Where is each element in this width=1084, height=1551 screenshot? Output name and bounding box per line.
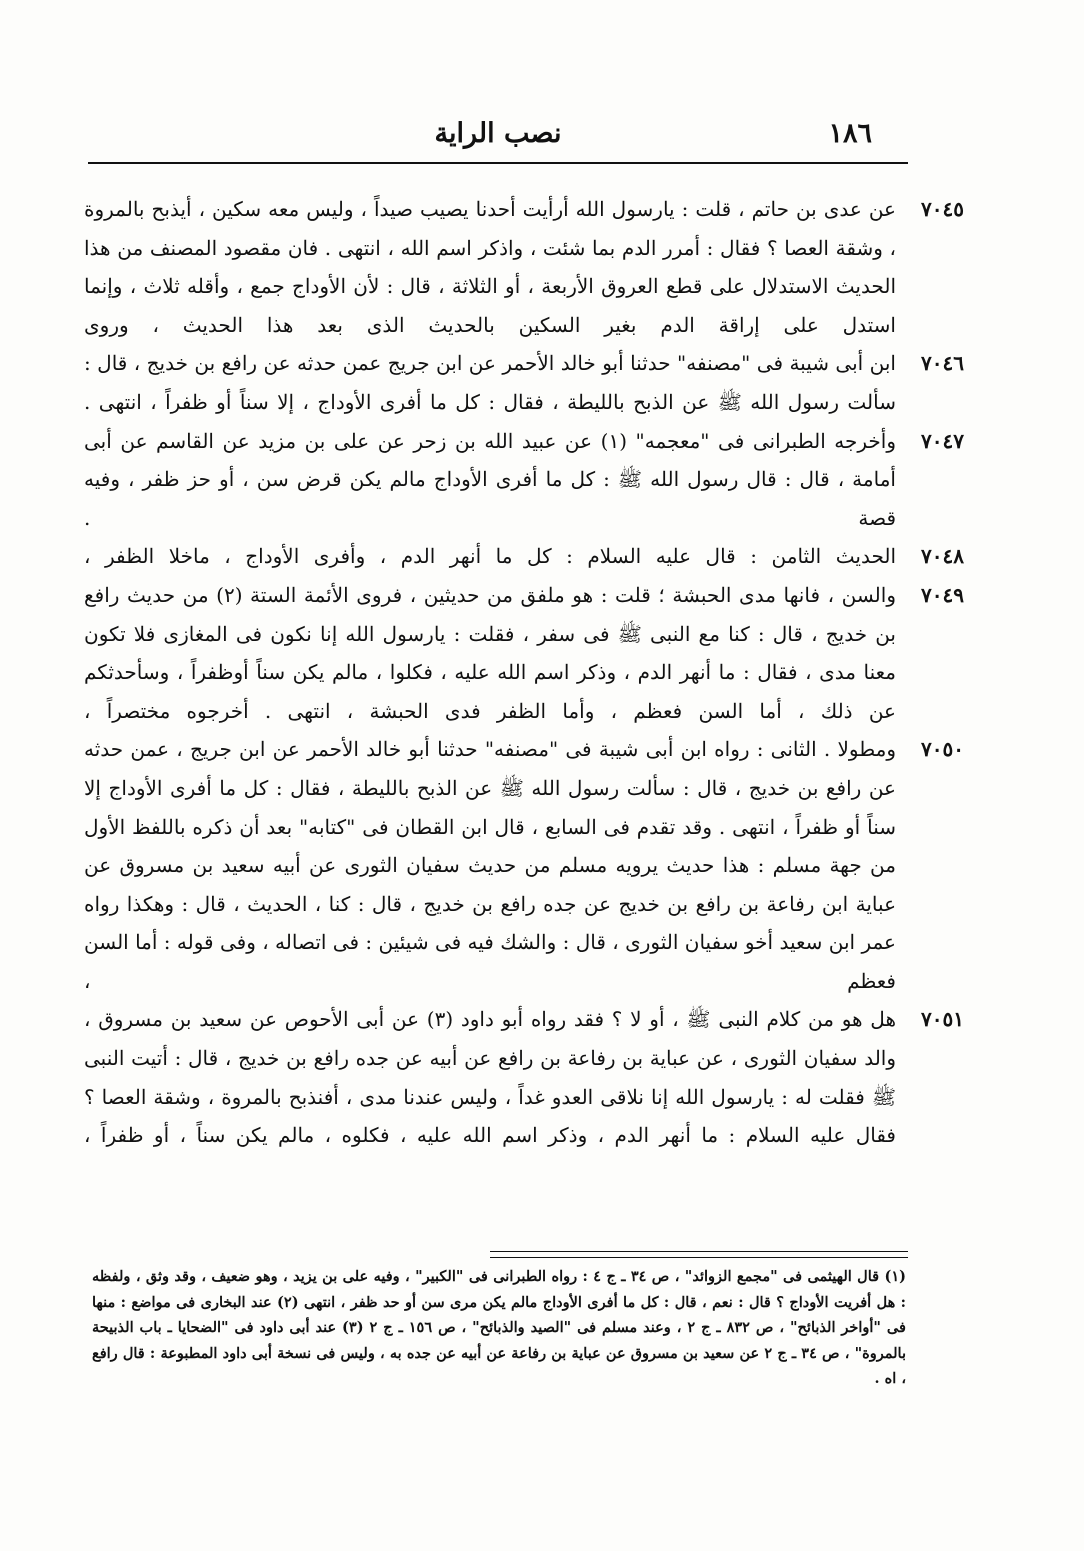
running-title: نصب الراية <box>434 118 562 149</box>
paragraph-number: ٧٠٤٩ <box>921 582 964 607</box>
footnotes: (١) قال الهيثمى فى "مجمع الزوائد" ، ص ٣٤ ـ ج ٤ : رواه الطبرانى فى "الكبير" ، وفيه على بن يزيد ، وهو ضعيف ، وقد وثق ، ولفظه : هل أفريت الأوداج ؟ قال : نعم ، قال : كل ما أفرى الأوداج مالم يكن مرى سن أو حد ظفر ، انتهى (٢) عند البخارى فى مواضع : منها فى "أواخر الذبائح" ، ص ٨٣٢ ـ ج ٢ ، وعند مسلم فى "الصيد والذبائح" ، ص ١٥٦ ـ ج ٢ (٣) عند أبى داود فى "الضحايا ـ باب الذبيحة بالمروة" ، ص ٣٤ ـ ج ٢ عن سعيد بن مسروق عن عباية بن رفاعة عن أبيه عن جده به ، وليس فى نسخة أبى داود المطبوعة : قال رافع ، اه . <box>92 1268 907 1387</box>
paragraph-number: ٧٠٥١ <box>921 1007 964 1032</box>
paragraph-number: ٧٠٤٥ <box>921 197 964 221</box>
paragraph-text: عن عدى بن حاتم ، قلت : يارسول الله أرأيت أحدنا يصيب صيداً ، وليس معه سكين ، أيذبح بالمروة ، وشقة العصا ؟ فقال : أمرر الدم بما شئت ، واذكر اسم الله ، انتهى . فان مقصود المصنف من هذا الحديث الاستدلال على قطع العروق الأربعة ، أو الثلاثة ، قال : لأن الأوداج جمع ، وأقله ثلاث ، وإنما استدل على إراقة الدم بغير السكين بالحديث الذى بعد هذا الحديث ، وروى <box>84 197 896 337</box>
paragraph-text: ومطولا . الثانى : رواه ابن أبى شيبة فى "مصنفه" حدثنا أبو خالد الأحمر عن ابن جريج ، عمن حدثه عن رافع بن خديج ، قال : سألت رسول الله ﷺ عن الذبح بالليطة ، فقال : كل ما أفرى الأوداج إلا سناً أو ظفراً ، انتهى . وقد تقدم فى السابع ، قال ابن القطان فى "كتابه" بعد أن ذكره باللفظ الأول من جهة مسلم : هذا حديث يرويه مسلم من حديث سفيان الثورى عن أبيه سعيد بن مسروق عن عباية ابن رفاعة بن رافع بن خديج عن جده رافع بن خديج ، قال : كنا ، الحديث ، قال : وهكذا رواه عمر ابن سعيد أخو سفيان الثورى ، قال : والشك فيه فى شيئين : فى اتصاله ، وفى قوله : أما السن فعظم ، <box>84 737 896 993</box>
paragraph-text: والسن ، فانها مدى الحبشة ؛ قلت : هو ملفق من حديثين ، فروى الأئمة الستة (٢) من حديث رافع بن خديج ، قال : كنا مع النبى ﷺ فى سفر ، فقلت : يارسول الله إنا نكون فى المغازى فلا تكون معنا مدى ، فقال : ما أنهر الدم ، وذكر اسم الله عليه ، فكلوا ، مالم يكن سناً أوظفراً ، وسأحدثكم عن ذلك ، أما السن فعظم ، وأما الظفر فدى الحبشة ، انتهى . أخرجوه مختصراً ، <box>84 582 896 723</box>
main-text <box>84 190 964 1155</box>
paragraph-7051 <box>84 1000 964 1154</box>
page-header <box>88 112 908 164</box>
paragraph-text: وأخرجه الطبرانى فى "معجمه" (١) عن عبيد الله بن زحر عن على بن مزيد عن القاسم عن أبى أمامة ، قال : قال رسول الله ﷺ : كل ما أفرى الأوداج مالم يكن قرض سن ، أو حز ظفر ، وفيه قصة . <box>84 428 896 530</box>
paragraph-text: الحديث الثامن : قال عليه السلام : كل ما أنهر الدم ، وأفرى الأوداج ، ماخلا الظفر ، <box>84 544 897 569</box>
paragraph-7045 <box>84 190 964 344</box>
paragraph-number: ٧٠٤٨ <box>921 544 964 569</box>
paragraph-number: ٧٠٤٧ <box>921 428 964 453</box>
footnote-separator <box>490 1251 908 1258</box>
paragraph-number: ٧٠٥٠ <box>921 737 964 762</box>
page-number: ١٨٦ <box>828 118 872 149</box>
paragraph-7050 <box>84 730 964 1000</box>
paragraph-text: هل هو من كلام النبى ﷺ ، أو لا ؟ فقد رواه أبو داود (٣) عن أبى الأحوص عن سعيد بن مسروق ، والد سفيان الثورى ، عن عباية بن رفاعة بن رافع عن أبيه عن جده رافع بن خديج ، قال : أتيت النبى ﷺ فقلت له : يارسول الله إنا نلاقى العدو غداً ، وليس عندنا مدى ، أفنذبح بالمروة ، وشقة العصا ؟ فقال عليه السلام : ما أنهر الدم ، وذكر اسم الله عليه ، فكلوه ، مالم يكن سناً ، أو ظفراً ، <box>84 1007 897 1148</box>
paragraph-7048 <box>84 537 964 576</box>
paragraph-7049 <box>84 576 964 730</box>
paragraph-number: ٧٠٤٦ <box>921 351 964 376</box>
paragraph-7047 <box>84 422 964 538</box>
paragraph-text: ابن أبى شيبة فى "مصنفه" حدثنا أبو خالد الأحمر عن ابن جريج عمن حدثه عن رافع بن خديج ، قال : سألت رسول الله ﷺ عن الذبح بالليطة ، فقال : كل ما أفرى الأوداج ، إلا سناً أو ظفراً ، انتهى . <box>84 351 896 414</box>
paragraph-7046 <box>84 344 964 421</box>
